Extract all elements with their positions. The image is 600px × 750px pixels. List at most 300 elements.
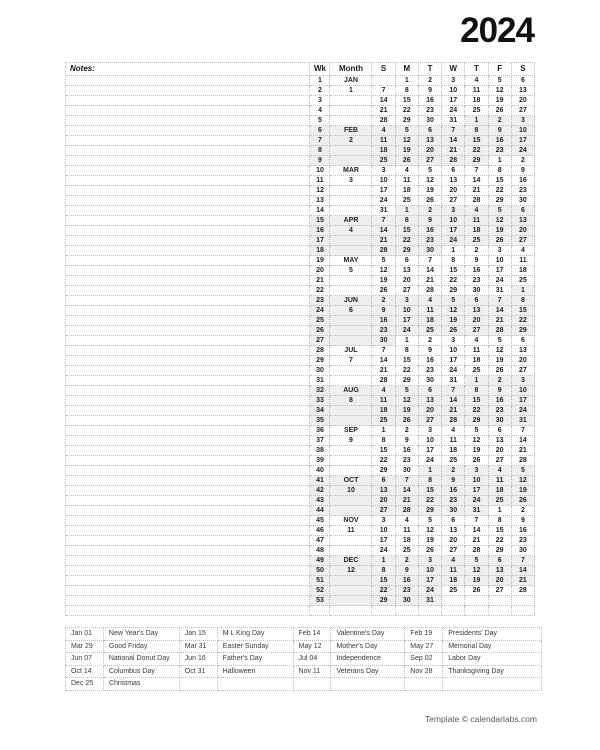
week-row — [310, 186, 535, 196]
week-row — [310, 506, 535, 516]
day-cell: 20 — [419, 146, 442, 156]
day-cell: 24 — [396, 326, 419, 336]
day-cell: 20 — [512, 226, 535, 236]
day-cell: 27 — [419, 416, 442, 426]
day-cell: 10 — [396, 306, 419, 316]
day-cell: 3 — [372, 516, 395, 526]
holiday-name-cell: Valentine's Day — [331, 628, 405, 641]
day-cell: 14 — [396, 486, 419, 496]
notes-line — [66, 256, 310, 266]
holiday-name-cell — [443, 678, 542, 691]
notes-line — [66, 476, 310, 486]
holiday-table — [65, 627, 542, 691]
day-cell: 12 — [419, 176, 442, 186]
day-cell: 16 — [419, 356, 442, 366]
week-number-cell: 1 — [310, 76, 330, 86]
week-number-cell: 53 — [310, 596, 330, 606]
week-number-cell — [310, 606, 330, 616]
day-cell: 2 — [489, 376, 512, 386]
day-cell — [396, 606, 419, 616]
week-number-cell: 43 — [310, 496, 330, 506]
holiday-name-cell — [218, 678, 294, 691]
day-cell: 20 — [419, 406, 442, 416]
column-header: S — [512, 63, 535, 76]
day-cell: 6 — [442, 166, 465, 176]
day-cell: 16 — [489, 136, 512, 146]
day-cell: 26 — [419, 196, 442, 206]
month-label-cell: 1 — [330, 86, 372, 96]
day-cell: 27 — [489, 456, 512, 466]
day-cell: 24 — [419, 456, 442, 466]
day-cell: 30 — [442, 506, 465, 516]
day-cell: 21 — [396, 496, 419, 506]
day-cell: 11 — [489, 476, 512, 486]
day-cell: 15 — [489, 526, 512, 536]
day-cell: 20 — [489, 576, 512, 586]
week-number-cell: 3 — [310, 96, 330, 106]
day-cell: 1 — [396, 206, 419, 216]
day-cell: 24 — [512, 406, 535, 416]
day-cell: 29 — [442, 286, 465, 296]
month-label-cell — [330, 116, 372, 126]
day-cell: 8 — [396, 346, 419, 356]
day-cell: 23 — [489, 146, 512, 156]
day-cell: 1 — [442, 246, 465, 256]
week-number-cell: 35 — [310, 416, 330, 426]
notes-line — [66, 576, 310, 586]
holiday-date-cell: Jan 15 — [180, 628, 218, 641]
holiday-date-cell: Nov 11 — [294, 666, 332, 679]
day-cell: 30 — [396, 466, 419, 476]
day-cell: 26 — [396, 416, 419, 426]
week-number-cell: 22 — [310, 286, 330, 296]
day-cell: 14 — [512, 436, 535, 446]
day-cell: 30 — [512, 196, 535, 206]
week-number-cell: 5 — [310, 116, 330, 126]
day-cell: 23 — [372, 326, 395, 336]
holiday-row — [66, 678, 542, 691]
day-cell: 22 — [419, 496, 442, 506]
notes-line — [66, 396, 310, 406]
month-label-cell: 7 — [330, 356, 372, 366]
month-label-cell — [330, 606, 372, 616]
notes-line — [66, 376, 310, 386]
week-number-cell: 13 — [310, 196, 330, 206]
month-label-cell — [330, 496, 372, 506]
day-cell: 22 — [512, 316, 535, 326]
day-cell: 18 — [442, 446, 465, 456]
day-cell: 8 — [419, 476, 442, 486]
week-number-cell: 15 — [310, 216, 330, 226]
week-number-cell: 27 — [310, 336, 330, 346]
column-header: S — [372, 63, 395, 76]
day-cell: 17 — [442, 96, 465, 106]
month-label-cell: APR — [330, 216, 372, 226]
day-cell: 25 — [512, 276, 535, 286]
week-number-cell: 40 — [310, 466, 330, 476]
day-cell: 5 — [465, 426, 488, 436]
day-cell: 21 — [372, 236, 395, 246]
day-cell: 6 — [419, 126, 442, 136]
day-cell: 22 — [489, 186, 512, 196]
month-label-cell — [330, 326, 372, 336]
day-cell: 9 — [396, 566, 419, 576]
notes-line — [66, 306, 310, 316]
notes-column — [66, 63, 310, 616]
week-row — [310, 446, 535, 456]
week-row — [310, 606, 535, 616]
notes-line — [66, 76, 310, 86]
day-cell: 5 — [489, 336, 512, 346]
day-cell: 30 — [465, 286, 488, 296]
week-row — [310, 426, 535, 436]
day-cell: 4 — [512, 246, 535, 256]
week-row — [310, 326, 535, 336]
day-cell: 20 — [512, 96, 535, 106]
notes-line — [66, 156, 310, 166]
day-cell: 22 — [396, 366, 419, 376]
day-cell: 18 — [465, 226, 488, 236]
notes-line — [66, 226, 310, 236]
day-cell: 24 — [372, 196, 395, 206]
week-row — [310, 456, 535, 466]
holiday-name-cell: Halloween — [218, 666, 294, 679]
notes-line — [66, 486, 310, 496]
day-cell: 5 — [396, 386, 419, 396]
holiday-row — [66, 666, 542, 679]
holiday-row — [66, 653, 542, 666]
notes-line — [66, 556, 310, 566]
notes-line — [66, 316, 310, 326]
week-number-cell: 4 — [310, 106, 330, 116]
day-cell: 6 — [419, 386, 442, 396]
week-number-cell: 33 — [310, 396, 330, 406]
notes-line — [66, 596, 310, 606]
day-cell: 17 — [419, 446, 442, 456]
month-label-cell: MAR — [330, 166, 372, 176]
day-cell: 22 — [372, 586, 395, 596]
day-cell: 16 — [419, 226, 442, 236]
day-cell: 25 — [465, 236, 488, 246]
week-number-cell: 20 — [310, 266, 330, 276]
day-cell: 20 — [465, 316, 488, 326]
day-cell: 3 — [512, 376, 535, 386]
day-cell: 18 — [396, 536, 419, 546]
day-cell: 25 — [396, 546, 419, 556]
week-number-cell: 46 — [310, 526, 330, 536]
day-cell: 7 — [465, 166, 488, 176]
day-cell: 1 — [512, 286, 535, 296]
day-cell: 7 — [372, 86, 395, 96]
holiday-date-cell: Jun 07 — [66, 653, 104, 666]
column-header: W — [442, 63, 465, 76]
week-number-cell: 8 — [310, 146, 330, 156]
day-cell: 14 — [372, 356, 395, 366]
day-cell: 29 — [372, 466, 395, 476]
day-cell: 10 — [442, 346, 465, 356]
holiday-date-cell: May 27 — [405, 641, 443, 654]
week-row — [310, 396, 535, 406]
day-cell: 2 — [419, 76, 442, 86]
day-cell: 27 — [512, 236, 535, 246]
week-number-cell: 47 — [310, 536, 330, 546]
day-cell: 19 — [465, 446, 488, 456]
week-row — [310, 336, 535, 346]
week-row — [310, 276, 535, 286]
week-row — [310, 226, 535, 236]
holiday-date-cell: Oct 14 — [66, 666, 104, 679]
holiday-name-cell: Veterans Day — [331, 666, 405, 679]
month-label-cell — [330, 206, 372, 216]
day-cell: 1 — [465, 116, 488, 126]
day-cell: 2 — [465, 246, 488, 256]
week-row — [310, 146, 535, 156]
week-row — [310, 156, 535, 166]
day-cell: 29 — [489, 546, 512, 556]
day-cell: 27 — [512, 106, 535, 116]
day-cell: 22 — [442, 276, 465, 286]
week-row — [310, 436, 535, 446]
week-row — [310, 496, 535, 506]
day-cell: 31 — [442, 116, 465, 126]
day-cell: 8 — [512, 296, 535, 306]
month-label-cell — [330, 456, 372, 466]
day-cell: 19 — [489, 356, 512, 366]
day-cell: 27 — [372, 506, 395, 516]
day-cell: 15 — [465, 396, 488, 406]
month-label-cell — [330, 536, 372, 546]
day-cell: 29 — [419, 506, 442, 516]
holiday-name-cell: Good Friday — [104, 641, 180, 654]
week-row — [310, 316, 535, 326]
week-number-cell: 9 — [310, 156, 330, 166]
day-cell — [489, 606, 512, 616]
holiday-date-cell: Nov 28 — [405, 666, 443, 679]
day-cell: 19 — [442, 316, 465, 326]
day-cell: 11 — [396, 526, 419, 536]
month-label-cell — [330, 156, 372, 166]
day-cell: 15 — [465, 136, 488, 146]
day-cell: 18 — [396, 186, 419, 196]
day-cell: 8 — [396, 216, 419, 226]
day-cell: 23 — [512, 186, 535, 196]
week-row — [310, 526, 535, 536]
day-cell: 8 — [442, 256, 465, 266]
day-cell: 21 — [465, 536, 488, 546]
week-number-cell: 50 — [310, 566, 330, 576]
notes-line — [66, 236, 310, 246]
week-row — [310, 76, 535, 86]
day-cell: 7 — [372, 216, 395, 226]
day-cell: 30 — [419, 376, 442, 386]
day-cell: 23 — [465, 276, 488, 286]
notes-line — [66, 126, 310, 136]
day-cell: 18 — [465, 356, 488, 366]
day-cell: 17 — [419, 576, 442, 586]
week-number-cell: 31 — [310, 376, 330, 386]
day-cell: 12 — [489, 86, 512, 96]
notes-line — [66, 266, 310, 276]
day-cell: 12 — [372, 266, 395, 276]
day-cell: 26 — [465, 456, 488, 466]
day-cell: 28 — [442, 156, 465, 166]
day-cell: 4 — [465, 206, 488, 216]
month-label-cell: NOV — [330, 516, 372, 526]
month-label-cell: 4 — [330, 226, 372, 236]
day-cell: 14 — [442, 396, 465, 406]
month-label-cell: 11 — [330, 526, 372, 536]
day-cell: 21 — [419, 276, 442, 286]
day-cell: 13 — [442, 526, 465, 536]
day-cell: 2 — [419, 206, 442, 216]
day-cell: 21 — [489, 316, 512, 326]
day-cell: 30 — [419, 116, 442, 126]
day-cell: 16 — [419, 96, 442, 106]
month-label-cell: 5 — [330, 266, 372, 276]
day-cell: 15 — [512, 306, 535, 316]
day-cell: 18 — [512, 266, 535, 276]
day-cell: 16 — [512, 176, 535, 186]
day-cell: 7 — [512, 556, 535, 566]
week-row — [310, 546, 535, 556]
day-cell: 20 — [442, 536, 465, 546]
day-cell: 3 — [442, 336, 465, 346]
holiday-date-cell: Feb 14 — [294, 628, 332, 641]
holiday-date-cell: Mar 31 — [180, 641, 218, 654]
day-cell: 5 — [419, 166, 442, 176]
month-label-cell: JUL — [330, 346, 372, 356]
notes-line — [66, 346, 310, 356]
day-cell: 2 — [489, 116, 512, 126]
notes-line — [66, 366, 310, 376]
day-cell: 23 — [396, 456, 419, 466]
week-row — [310, 246, 535, 256]
column-header: T — [465, 63, 488, 76]
month-label-cell: JAN — [330, 76, 372, 86]
day-cell: 11 — [442, 436, 465, 446]
day-cell: 12 — [512, 476, 535, 486]
day-cell: 18 — [489, 486, 512, 496]
day-cell — [465, 596, 488, 606]
day-cell: 28 — [372, 376, 395, 386]
day-cell: 11 — [372, 136, 395, 146]
calendar-grid — [310, 63, 535, 616]
day-cell: 14 — [465, 526, 488, 536]
notes-lines — [66, 76, 310, 616]
week-number-cell: 48 — [310, 546, 330, 556]
notes-line — [66, 176, 310, 186]
day-cell: 20 — [512, 356, 535, 366]
day-cell: 21 — [465, 186, 488, 196]
month-label-cell: 2 — [330, 136, 372, 146]
holiday-name-cell: Independence — [331, 653, 405, 666]
notes-line — [66, 116, 310, 126]
notes-line — [66, 276, 310, 286]
day-cell: 6 — [512, 336, 535, 346]
week-number-cell: 14 — [310, 206, 330, 216]
notes-line — [66, 336, 310, 346]
day-cell: 3 — [489, 246, 512, 256]
holiday-name-cell: Father's Day — [218, 653, 294, 666]
notes-line — [66, 536, 310, 546]
week-number-cell: 2 — [310, 86, 330, 96]
month-label-cell: AUG — [330, 386, 372, 396]
year-title: 2024 — [460, 11, 534, 50]
day-cell: 14 — [372, 96, 395, 106]
day-cell: 21 — [512, 446, 535, 456]
week-row — [310, 286, 535, 296]
day-cell: 5 — [489, 206, 512, 216]
day-cell: 26 — [489, 106, 512, 116]
day-cell: 7 — [419, 256, 442, 266]
month-label-cell — [330, 106, 372, 116]
holiday-name-cell: National Donut Day — [104, 653, 180, 666]
day-cell: 2 — [396, 426, 419, 436]
day-cell: 12 — [396, 136, 419, 146]
day-cell: 8 — [372, 436, 395, 446]
week-number-cell: 25 — [310, 316, 330, 326]
day-cell: 3 — [465, 466, 488, 476]
holiday-date-cell: Feb 19 — [405, 628, 443, 641]
day-cell: 24 — [372, 546, 395, 556]
month-label-cell: SEP — [330, 426, 372, 436]
month-label-cell: FEB — [330, 126, 372, 136]
day-cell: 27 — [419, 156, 442, 166]
day-cell: 13 — [512, 346, 535, 356]
week-row — [310, 176, 535, 186]
day-cell — [442, 596, 465, 606]
month-label-cell — [330, 406, 372, 416]
week-row — [310, 136, 535, 146]
day-cell: 22 — [396, 236, 419, 246]
day-cell: 9 — [512, 166, 535, 176]
column-header: F — [489, 63, 512, 76]
day-cell: 4 — [372, 386, 395, 396]
day-cell: 12 — [489, 346, 512, 356]
day-cell: 28 — [372, 246, 395, 256]
holiday-date-cell: Jun 16 — [180, 653, 218, 666]
notes-line — [66, 546, 310, 556]
day-cell — [442, 606, 465, 616]
day-cell: 12 — [465, 436, 488, 446]
holiday-date-cell — [405, 678, 443, 691]
day-cell: 2 — [512, 506, 535, 516]
day-cell: 28 — [512, 456, 535, 466]
week-number-cell: 44 — [310, 506, 330, 516]
day-cell: 18 — [442, 576, 465, 586]
day-cell: 21 — [512, 576, 535, 586]
week-row — [310, 206, 535, 216]
day-cell: 6 — [465, 296, 488, 306]
week-row — [310, 486, 535, 496]
day-cell: 15 — [396, 226, 419, 236]
day-cell: 11 — [512, 256, 535, 266]
day-cell: 13 — [419, 396, 442, 406]
month-label-cell — [330, 446, 372, 456]
day-cell: 16 — [442, 486, 465, 496]
day-cell: 12 — [489, 216, 512, 226]
day-cell: 30 — [419, 246, 442, 256]
notes-line — [66, 456, 310, 466]
day-cell: 23 — [512, 536, 535, 546]
week-row — [310, 256, 535, 266]
day-cell: 26 — [489, 366, 512, 376]
day-cell: 26 — [419, 546, 442, 556]
day-cell: 1 — [372, 426, 395, 436]
day-cell: 10 — [512, 386, 535, 396]
week-number-cell: 11 — [310, 176, 330, 186]
day-cell: 16 — [396, 446, 419, 456]
